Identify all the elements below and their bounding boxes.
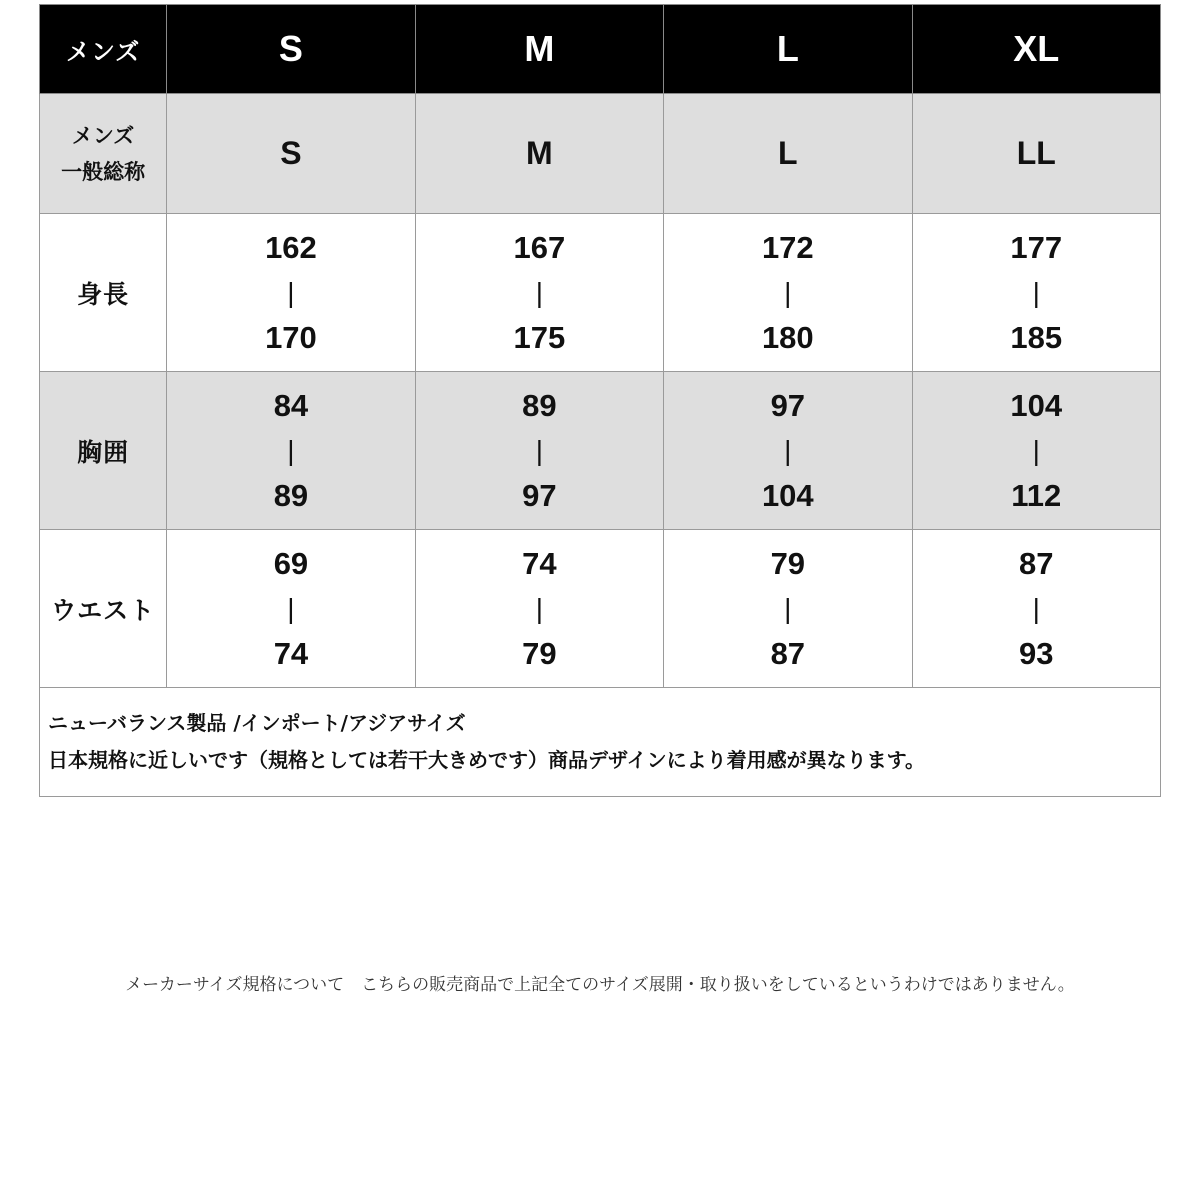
range-separator: | — [1032, 592, 1040, 624]
chest-row — [40, 372, 1161, 530]
height-cell — [415, 214, 663, 372]
range-separator: | — [287, 434, 295, 466]
range-min: 87 — [1019, 545, 1054, 581]
height-cell — [167, 214, 415, 372]
waist-label: ウエスト — [40, 530, 167, 688]
note-line-2: 日本規格に近しいです（規格としては若干大きめです）商品デザインにより着用感が異なります。 — [48, 748, 925, 772]
height-cell — [912, 214, 1160, 372]
note-line-1: ニューバランス製品 /インポート/アジアサイズ — [48, 711, 466, 735]
range-max: 112 — [1011, 477, 1062, 513]
range-separator: | — [287, 592, 295, 624]
range-min: 69 — [273, 545, 309, 581]
header-size-xl: XL — [912, 5, 1160, 94]
range-separator: | — [535, 276, 544, 308]
chest-cell — [664, 372, 912, 530]
size-chart-table — [39, 4, 1161, 797]
range-separator: | — [535, 592, 544, 624]
range-max: 74 — [273, 635, 309, 671]
range-min: 177 — [1010, 229, 1063, 265]
range-max: 180 — [761, 319, 814, 355]
range-separator: | — [1032, 434, 1040, 466]
range-min: 172 — [761, 229, 814, 265]
general-size-s: S — [167, 94, 415, 214]
range-separator: | — [784, 592, 792, 624]
chest-cell — [912, 372, 1160, 530]
range-max: 175 — [513, 319, 566, 355]
range-min: 79 — [770, 545, 806, 581]
range-min: 104 — [1010, 387, 1063, 423]
range-max: 104 — [761, 477, 814, 513]
chest-label: 胸囲 — [40, 372, 167, 530]
range-separator: | — [535, 434, 544, 466]
general-size-m: M — [415, 94, 663, 214]
note-row — [40, 688, 1161, 797]
waist-cell — [664, 530, 912, 688]
range-min: 89 — [522, 387, 557, 423]
range-min: 167 — [513, 229, 566, 265]
range-max: 89 — [273, 477, 309, 513]
header-size-m: M — [415, 5, 663, 94]
general-size-label — [40, 94, 167, 214]
footnote: メーカーサイズ規格について こちらの販売商品で上記全てのサイズ展開・取り扱いをしているというわけではありません。 — [125, 975, 1075, 995]
header-size-l: L — [664, 5, 912, 94]
height-cell — [664, 214, 912, 372]
range-max: 93 — [1019, 635, 1054, 671]
header-size-s: S — [167, 5, 415, 94]
height-label: 身長 — [40, 214, 167, 372]
range-max: 170 — [265, 319, 317, 355]
range-max: 185 — [1010, 319, 1063, 355]
header-label: メンズ — [40, 5, 167, 94]
chest-cell — [415, 372, 663, 530]
header-row — [40, 5, 1161, 94]
range-min: 162 — [265, 229, 317, 265]
general-label-line1: メンズ — [71, 123, 135, 148]
height-row — [40, 214, 1161, 372]
note-cell — [40, 688, 1161, 797]
range-separator: | — [784, 276, 792, 308]
range-min: 97 — [770, 387, 806, 423]
range-min: 84 — [273, 387, 309, 423]
range-max: 79 — [522, 635, 557, 671]
range-separator: | — [287, 276, 295, 308]
range-min: 74 — [522, 545, 557, 581]
chest-cell — [167, 372, 415, 530]
range-max: 87 — [770, 635, 806, 671]
general-label-line2: 一般総称 — [61, 159, 146, 184]
waist-cell — [415, 530, 663, 688]
waist-row — [40, 530, 1161, 688]
range-max: 97 — [522, 477, 557, 513]
range-separator: | — [784, 434, 792, 466]
range-separator: | — [1032, 276, 1040, 308]
waist-cell — [912, 530, 1160, 688]
general-size-row — [40, 94, 1161, 214]
general-size-l: L — [664, 94, 912, 214]
general-size-ll: LL — [912, 94, 1160, 214]
waist-cell — [167, 530, 415, 688]
